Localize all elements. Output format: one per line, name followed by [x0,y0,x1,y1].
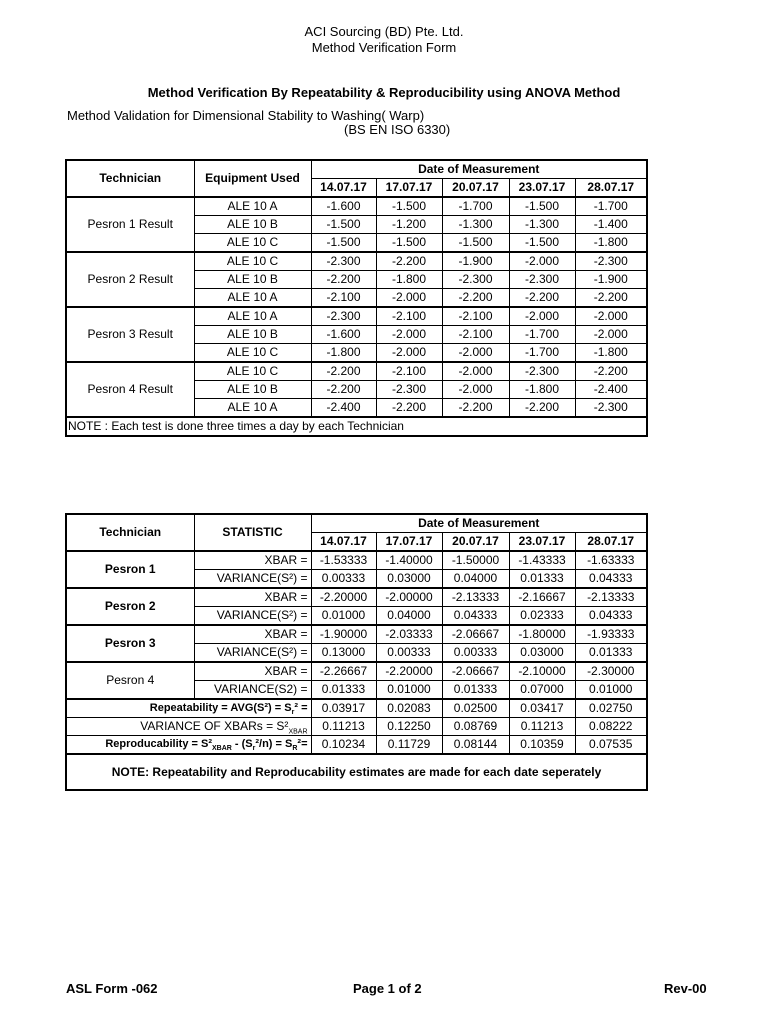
variance-cell: 0.13000 [311,644,376,663]
measurement-cell: -2.000 [442,381,509,399]
table-note: NOTE : Each test is done three times a day by each Technician [66,417,647,436]
table-row [66,307,647,326]
reproducability-cell: 0.07535 [575,736,647,755]
measurement-cell: -2.200 [442,399,509,418]
measurement-cell: -2.200 [311,381,376,399]
variance-xbars-label [66,718,311,736]
variance-cell: 0.00333 [442,644,509,663]
variance-xbars-cell: 0.11213 [509,718,575,736]
technician-label: Pesron 1 Result [66,197,194,252]
measurement-cell: -2.000 [376,344,442,363]
xbar-cell: -1.40000 [376,551,442,570]
xbar-cell: -1.50000 [442,551,509,570]
measurement-cell: -2.000 [376,289,442,308]
xbar-cell: -2.10000 [509,662,575,681]
equipment-cell: ALE 10 C [194,234,311,253]
measurement-cell: -2.200 [376,252,442,271]
measurement-cell: -1.300 [442,216,509,234]
measurement-cell: -1.700 [509,344,575,363]
variance-cell: 0.04333 [442,607,509,626]
measurement-cell: -1.700 [575,197,647,216]
measurement-cell: -1.500 [509,234,575,253]
label-sub: XBAR [212,745,232,753]
equipment-cell: ALE 10 A [194,307,311,326]
repeatability-label [66,699,311,718]
col-equipment: Equipment Used [194,160,311,197]
table-row [66,625,647,644]
standard-reference: (BS EN ISO 6330) [344,122,451,137]
variance-cell: 0.01333 [509,570,575,589]
col-technician: Technician [66,160,194,197]
xbar-cell: -1.80000 [509,625,575,644]
measurement-cell: -1.500 [311,216,376,234]
measurement-cell: -2.200 [575,289,647,308]
date-header: 28.07.17 [575,533,647,552]
measurement-cell: -2.300 [442,271,509,289]
measurement-cell: -1.500 [376,234,442,253]
technician-label: Pesron 2 [66,588,194,625]
xbar-cell: -1.53333 [311,551,376,570]
measurement-cell: -1.900 [575,271,647,289]
table-row [66,362,647,381]
xbar-label: XBAR = [194,551,311,570]
xbar-label: XBAR = [194,625,311,644]
date-header: 28.07.17 [575,179,647,198]
measurement-cell: -1.500 [376,197,442,216]
measurement-cell: -2.200 [311,362,376,381]
measurement-cell: -1.800 [509,381,575,399]
measurement-cell: -1.800 [575,234,647,253]
label-sub: R [292,745,298,753]
company-name: ACI Sourcing (BD) Pte. Ltd. [304,24,464,39]
xbar-cell: -1.90000 [311,625,376,644]
measurement-cell: -2.100 [376,307,442,326]
xbar-label: XBAR = [194,588,311,607]
measurement-cell: -2.300 [575,252,647,271]
measurement-cell: -1.500 [311,234,376,253]
equipment-cell: ALE 10 B [194,381,311,399]
col-technician: Technician [66,514,194,551]
xbar-cell: -1.63333 [575,551,647,570]
date-header: 17.07.17 [376,533,442,552]
measurement-cell: -2.200 [575,362,647,381]
table-note-row [66,417,647,436]
measurement-cell: -2.300 [311,252,376,271]
technician-label: Pesron 2 Result [66,252,194,307]
technician-label: Pesron 4 Result [66,362,194,417]
variance-cell: 0.04000 [376,607,442,626]
equipment-cell: ALE 10 C [194,252,311,271]
variance-cell: 0.04000 [442,570,509,589]
document-title: Method Verification By Repeatability & Reproducibility using ANOVA Method [147,85,621,100]
measurement-cell: -2.300 [311,307,376,326]
xbar-label: XBAR = [194,662,311,681]
table-row [66,197,647,216]
reproducability-cell: 0.08144 [442,736,509,755]
statistics-table [65,513,648,791]
xbar-cell: -2.00000 [376,588,442,607]
col-date-of-measurement: Date of Measurement [311,514,647,533]
variance-cell: 0.04333 [575,570,647,589]
variance-label: VARIANCE(S2) = [194,681,311,700]
label-sub: r [252,745,256,753]
variance-cell: 0.04333 [575,607,647,626]
reproducability-row [66,736,647,755]
reproducability-cell: 0.10359 [509,736,575,755]
measurement-cell: -1.200 [376,216,442,234]
label-sub: XBAR [288,728,308,736]
label-part: ²/n) = S [255,738,293,750]
xbar-cell: -2.16667 [509,588,575,607]
measurement-cell: -2.300 [509,271,575,289]
date-header: 20.07.17 [442,179,509,198]
measurement-cell: -1.300 [509,216,575,234]
variance-cell: 0.00333 [376,644,442,663]
measurement-cell: -2.400 [575,381,647,399]
measurement-cell: -2.200 [376,399,442,418]
measurement-cell: -2.000 [509,252,575,271]
measurement-cell: -1.800 [311,344,376,363]
measurement-cell: -2.100 [442,326,509,344]
variance-xbars-cell: 0.08769 [442,718,509,736]
form-number: ASL Form -062 [66,981,158,996]
xbar-cell: -2.20000 [376,662,442,681]
col-statistic: STATISTIC [194,514,311,551]
measurement-cell: -2.300 [376,381,442,399]
label-part: Reproducability = S² [105,738,212,750]
repeatability-cell: 0.02750 [575,699,647,718]
measurement-cell: -1.400 [575,216,647,234]
variance-xbars-cell: 0.08222 [575,718,647,736]
reproducability-cell: 0.11729 [376,736,442,755]
equipment-cell: ALE 10 C [194,344,311,363]
label-part: ² = [294,702,308,714]
measurement-cell: -2.000 [442,344,509,363]
table-row [66,662,647,681]
variance-cell: 0.01000 [311,607,376,626]
measurement-cell: -2.000 [442,362,509,381]
measurement-cell: -2.000 [575,307,647,326]
reproducability-label [66,736,311,755]
label-part: Repeatability = AVG(S²) = S [149,702,292,714]
form-title: Method Verification Form [311,40,457,55]
xbar-cell: -2.26667 [311,662,376,681]
col-date-of-measurement: Date of Measurement [311,160,647,179]
technician-label: Pesron 4 [66,662,194,699]
equipment-cell: ALE 10 C [194,362,311,381]
date-header: 23.07.17 [509,179,575,198]
date-header: 14.07.17 [311,533,376,552]
variance-xbars-row [66,718,647,736]
measurement-cell: -2.200 [509,289,575,308]
table-note-row [66,754,647,790]
equipment-cell: ALE 10 B [194,326,311,344]
variance-label: VARIANCE(S²) = [194,607,311,626]
variance-xbars-cell: 0.11213 [311,718,376,736]
technician-label: Pesron 3 Result [66,307,194,362]
measurement-cell: -2.200 [311,271,376,289]
table-note: NOTE: Repeatability and Reproducability estimates are made for each date seperately [66,754,647,790]
equipment-cell: ALE 10 B [194,216,311,234]
measurement-cell: -2.100 [442,307,509,326]
reproducability-cell: 0.10234 [311,736,376,755]
label-part: ²= [297,738,308,750]
equipment-cell: ALE 10 B [194,271,311,289]
page-number: Page 1 of 2 [353,981,422,996]
variance-label: VARIANCE(S²) = [194,570,311,589]
measurement-cell: -1.600 [311,326,376,344]
measurement-cell: -1.600 [311,197,376,216]
xbar-cell: -1.93333 [575,625,647,644]
label-part: VARIANCE OF XBARs = S² [140,719,289,733]
equipment-cell: ALE 10 A [194,197,311,216]
date-header: 23.07.17 [509,533,575,552]
measurement-cell: -2.100 [311,289,376,308]
measurement-cell: -2.200 [442,289,509,308]
xbar-cell: -2.30000 [575,662,647,681]
technician-label: Pesron 1 [66,551,194,588]
technician-label: Pesron 3 [66,625,194,662]
measurement-cell: -1.500 [442,234,509,253]
measurement-cell: -2.000 [376,326,442,344]
repeatability-cell: 0.02083 [376,699,442,718]
repeatability-cell: 0.02500 [442,699,509,718]
variance-cell: 0.07000 [509,681,575,700]
measurement-cell: -2.300 [509,362,575,381]
measurement-table [65,159,648,437]
date-header: 14.07.17 [311,179,376,198]
measurement-cell: -1.500 [509,197,575,216]
variance-cell: 0.01000 [376,681,442,700]
repeatability-cell: 0.03417 [509,699,575,718]
xbar-cell: -2.03333 [376,625,442,644]
measurement-cell: -1.700 [442,197,509,216]
variance-cell: 0.02333 [509,607,575,626]
revision: Rev-00 [664,981,707,996]
document-subtitle: Method Validation for Dimensional Stability to Washing( Warp) [67,108,425,123]
measurement-cell: -1.800 [376,271,442,289]
variance-cell: 0.01333 [575,644,647,663]
measurement-cell: -2.300 [575,399,647,418]
table-row [66,252,647,271]
measurement-cell: -2.000 [575,326,647,344]
repeatability-cell: 0.03917 [311,699,376,718]
measurement-cell: -1.700 [509,326,575,344]
xbar-cell: -2.20000 [311,588,376,607]
equipment-cell: ALE 10 A [194,289,311,308]
measurement-cell: -1.900 [442,252,509,271]
table-row [66,588,647,607]
measurement-cell: -2.200 [509,399,575,418]
xbar-cell: -2.13333 [575,588,647,607]
measurement-cell: -2.100 [376,362,442,381]
measurement-cell: -1.800 [575,344,647,363]
variance-xbars-cell: 0.12250 [376,718,442,736]
equipment-cell: ALE 10 A [194,399,311,418]
variance-cell: 0.01000 [575,681,647,700]
variance-cell: 0.01333 [442,681,509,700]
date-header: 17.07.17 [376,179,442,198]
variance-cell: 0.03000 [376,570,442,589]
xbar-cell: -1.43333 [509,551,575,570]
variance-cell: 0.03000 [509,644,575,663]
repeatability-row [66,699,647,718]
variance-cell: 0.00333 [311,570,376,589]
xbar-cell: -2.13333 [442,588,509,607]
variance-label: VARIANCE(S²) = [194,644,311,663]
label-part: - (S [231,738,253,750]
date-header: 20.07.17 [442,533,509,552]
measurement-cell: -2.000 [509,307,575,326]
label-sub: r [291,709,295,717]
xbar-cell: -2.06667 [442,662,509,681]
variance-cell: 0.01333 [311,681,376,700]
xbar-cell: -2.06667 [442,625,509,644]
measurement-cell: -2.400 [311,399,376,418]
table-row [66,551,647,570]
